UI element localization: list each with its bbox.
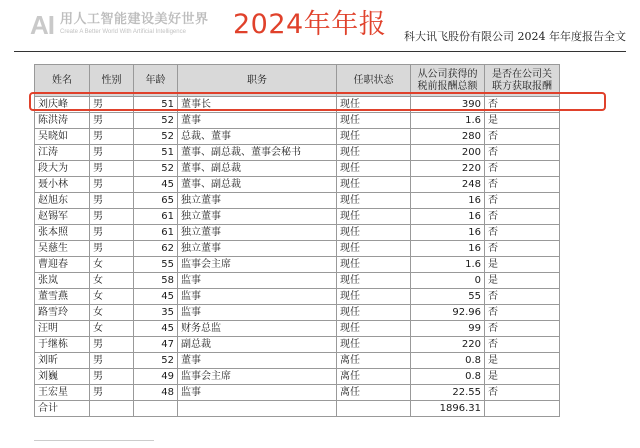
- age-cell: 61: [134, 209, 178, 225]
- name-cell: 陈洪涛: [35, 113, 90, 129]
- position-cell: 董事: [178, 113, 337, 129]
- position-cell: 董事、副总裁: [178, 177, 337, 193]
- position-cell: 副总裁: [178, 337, 337, 353]
- tagline: Create A Better World With Artificial Intelligence: [60, 29, 186, 35]
- pay-cell: 16: [411, 225, 485, 241]
- table-row: [35, 113, 560, 129]
- name-cell: 曹迎春: [35, 257, 90, 273]
- gender-cell: 男: [90, 177, 134, 193]
- table-row: [35, 129, 560, 145]
- status-cell: 现任: [337, 97, 411, 113]
- status-cell: 现任: [337, 209, 411, 225]
- position-cell: 监事: [178, 305, 337, 321]
- name-cell: 段大为: [35, 161, 90, 177]
- gender-cell: 男: [90, 129, 134, 145]
- status-cell: 现任: [337, 177, 411, 193]
- slogan: 用人工智能建设美好世界: [60, 12, 209, 27]
- related-pay-cell: 否: [485, 177, 560, 193]
- position-cell: 监事会主席: [178, 369, 337, 385]
- header-related-party-pay: 是否在公司关联方获取报酬: [485, 65, 560, 97]
- position-cell: 监事: [178, 385, 337, 401]
- table-row: [35, 337, 560, 353]
- position-cell: 独立董事: [178, 193, 337, 209]
- pay-cell: 92.96: [411, 305, 485, 321]
- iflytek-logo: [30, 12, 209, 38]
- total-empty-cell: [485, 401, 560, 417]
- table-row: [35, 161, 560, 177]
- total-label: 合计: [35, 401, 90, 417]
- ai-logo-mark: AI: [30, 10, 54, 40]
- name-cell: 于继栋: [35, 337, 90, 353]
- gender-cell: 女: [90, 257, 134, 273]
- pay-cell: 55: [411, 289, 485, 305]
- age-cell: 52: [134, 161, 178, 177]
- position-cell: 监事: [178, 289, 337, 305]
- status-cell: 现任: [337, 145, 411, 161]
- pay-cell: 1.6: [411, 257, 485, 273]
- related-pay-cell: 否: [485, 305, 560, 321]
- pay-cell: 0.8: [411, 353, 485, 369]
- age-cell: 55: [134, 257, 178, 273]
- related-pay-cell: 是: [485, 113, 560, 129]
- pay-cell: 16: [411, 241, 485, 257]
- age-cell: 45: [134, 289, 178, 305]
- pay-cell: 0: [411, 273, 485, 289]
- age-cell: 58: [134, 273, 178, 289]
- table-row: [35, 273, 560, 289]
- status-cell: 现任: [337, 305, 411, 321]
- name-cell: 刘昕: [35, 353, 90, 369]
- position-cell: 独立董事: [178, 241, 337, 257]
- related-pay-cell: 否: [485, 129, 560, 145]
- name-cell: 赵旭东: [35, 193, 90, 209]
- related-pay-cell: 是: [485, 369, 560, 385]
- status-cell: 现任: [337, 321, 411, 337]
- gender-cell: 男: [90, 193, 134, 209]
- name-cell: 汪明: [35, 321, 90, 337]
- header-age: 年龄: [134, 65, 178, 97]
- pay-cell: 22.55: [411, 385, 485, 401]
- total-row: [35, 401, 560, 417]
- pay-cell: 248: [411, 177, 485, 193]
- total-empty-cell: [90, 401, 134, 417]
- name-cell: 吴慈生: [35, 241, 90, 257]
- name-cell: 江涛: [35, 145, 90, 161]
- status-cell: 现任: [337, 225, 411, 241]
- gender-cell: 男: [90, 97, 134, 113]
- age-cell: 47: [134, 337, 178, 353]
- total-empty-cell: [337, 401, 411, 417]
- related-pay-cell: 否: [485, 193, 560, 209]
- pay-cell: 99: [411, 321, 485, 337]
- table-row: [35, 289, 560, 305]
- name-cell: 聂小林: [35, 177, 90, 193]
- status-cell: 离任: [337, 385, 411, 401]
- table-row: [35, 385, 560, 401]
- position-cell: 董事: [178, 353, 337, 369]
- total-empty-cell: [178, 401, 337, 417]
- highlight-box: [29, 92, 606, 111]
- gender-cell: 男: [90, 145, 134, 161]
- related-pay-cell: 是: [485, 273, 560, 289]
- table-row: [35, 353, 560, 369]
- pay-cell: 280: [411, 129, 485, 145]
- age-cell: 62: [134, 241, 178, 257]
- table-row: [35, 321, 560, 337]
- status-cell: 现任: [337, 337, 411, 353]
- related-pay-cell: 否: [485, 337, 560, 353]
- related-pay-cell: 否: [485, 385, 560, 401]
- gender-cell: 男: [90, 369, 134, 385]
- status-cell: 现任: [337, 193, 411, 209]
- status-cell: 离任: [337, 353, 411, 369]
- age-cell: 52: [134, 129, 178, 145]
- gender-cell: 男: [90, 225, 134, 241]
- name-cell: 刘庆峰: [35, 97, 90, 113]
- header-position: 职务: [178, 65, 337, 97]
- age-cell: 48: [134, 385, 178, 401]
- related-pay-cell: 否: [485, 241, 560, 257]
- name-cell: 王宏星: [35, 385, 90, 401]
- table-row: [35, 209, 560, 225]
- name-cell: 吴晓如: [35, 129, 90, 145]
- status-cell: 现任: [337, 257, 411, 273]
- pay-cell: 220: [411, 161, 485, 177]
- status-cell: 现任: [337, 113, 411, 129]
- pay-cell: 16: [411, 209, 485, 225]
- related-pay-cell: 是: [485, 353, 560, 369]
- gender-cell: 男: [90, 113, 134, 129]
- related-pay-cell: 是: [485, 257, 560, 273]
- name-cell: 张岚: [35, 273, 90, 289]
- age-cell: 45: [134, 177, 178, 193]
- pay-cell: 0.8: [411, 369, 485, 385]
- age-cell: 45: [134, 321, 178, 337]
- related-pay-cell: 否: [485, 289, 560, 305]
- report-header: [0, 0, 640, 58]
- age-cell: 51: [134, 145, 178, 161]
- pay-cell: 16: [411, 193, 485, 209]
- age-cell: 35: [134, 305, 178, 321]
- header-gender: 性别: [90, 65, 134, 97]
- gender-cell: 女: [90, 305, 134, 321]
- gender-cell: 女: [90, 321, 134, 337]
- status-cell: 现任: [337, 161, 411, 177]
- gender-cell: 男: [90, 385, 134, 401]
- header-pretax-pay: 从公司获得的税前报酬总额: [411, 65, 485, 97]
- header-divider: [14, 51, 626, 52]
- table-row: [35, 145, 560, 161]
- table-row: [35, 177, 560, 193]
- table-row: [35, 241, 560, 257]
- table-row: [35, 193, 560, 209]
- logo-text: [60, 12, 209, 36]
- gender-cell: 女: [90, 289, 134, 305]
- age-cell: 51: [134, 97, 178, 113]
- name-cell: 董雪燕: [35, 289, 90, 305]
- status-cell: 现任: [337, 129, 411, 145]
- related-pay-cell: 否: [485, 321, 560, 337]
- status-cell: 现任: [337, 273, 411, 289]
- table-row: [35, 257, 560, 273]
- pay-cell: 200: [411, 145, 485, 161]
- age-cell: 52: [134, 353, 178, 369]
- total-empty-cell: [134, 401, 178, 417]
- position-cell: 监事: [178, 273, 337, 289]
- header-status: 任职状态: [337, 65, 411, 97]
- table-row: [35, 225, 560, 241]
- position-cell: 财务总监: [178, 321, 337, 337]
- position-cell: 独立董事: [178, 225, 337, 241]
- age-cell: 52: [134, 113, 178, 129]
- total-value: 1896.31: [411, 401, 485, 417]
- gender-cell: 男: [90, 209, 134, 225]
- age-cell: 65: [134, 193, 178, 209]
- related-pay-cell: 否: [485, 145, 560, 161]
- annual-report-title: 2024年年报: [233, 9, 387, 40]
- gender-cell: 女: [90, 273, 134, 289]
- gender-cell: 男: [90, 161, 134, 177]
- status-cell: 现任: [337, 289, 411, 305]
- position-cell: 总裁、董事: [178, 129, 337, 145]
- header-name: 姓名: [35, 65, 90, 97]
- name-cell: 路雪玲: [35, 305, 90, 321]
- gender-cell: 男: [90, 241, 134, 257]
- position-cell: 董事长: [178, 97, 337, 113]
- gender-cell: 男: [90, 337, 134, 353]
- position-cell: 监事会主席: [178, 257, 337, 273]
- pay-cell: 390: [411, 97, 485, 113]
- pay-cell: 1.6: [411, 113, 485, 129]
- name-cell: 赵锡军: [35, 209, 90, 225]
- position-cell: 董事、副总裁: [178, 161, 337, 177]
- table-row: [35, 369, 560, 385]
- gender-cell: 男: [90, 353, 134, 369]
- table-row: [35, 305, 560, 321]
- name-cell: 刘巍: [35, 369, 90, 385]
- age-cell: 49: [134, 369, 178, 385]
- position-cell: 独立董事: [178, 209, 337, 225]
- company-report-title: 科大讯飞股份有限公司 2024 年年度报告全文: [404, 30, 626, 43]
- compensation-table: [34, 64, 560, 417]
- status-cell: 离任: [337, 369, 411, 385]
- related-pay-cell: 否: [485, 161, 560, 177]
- name-cell: 张本照: [35, 225, 90, 241]
- position-cell: 董事、副总裁、董事会秘书: [178, 145, 337, 161]
- related-pay-cell: 否: [485, 97, 560, 113]
- pay-cell: 220: [411, 337, 485, 353]
- related-pay-cell: 否: [485, 225, 560, 241]
- related-pay-cell: 否: [485, 209, 560, 225]
- status-cell: 现任: [337, 241, 411, 257]
- age-cell: 61: [134, 225, 178, 241]
